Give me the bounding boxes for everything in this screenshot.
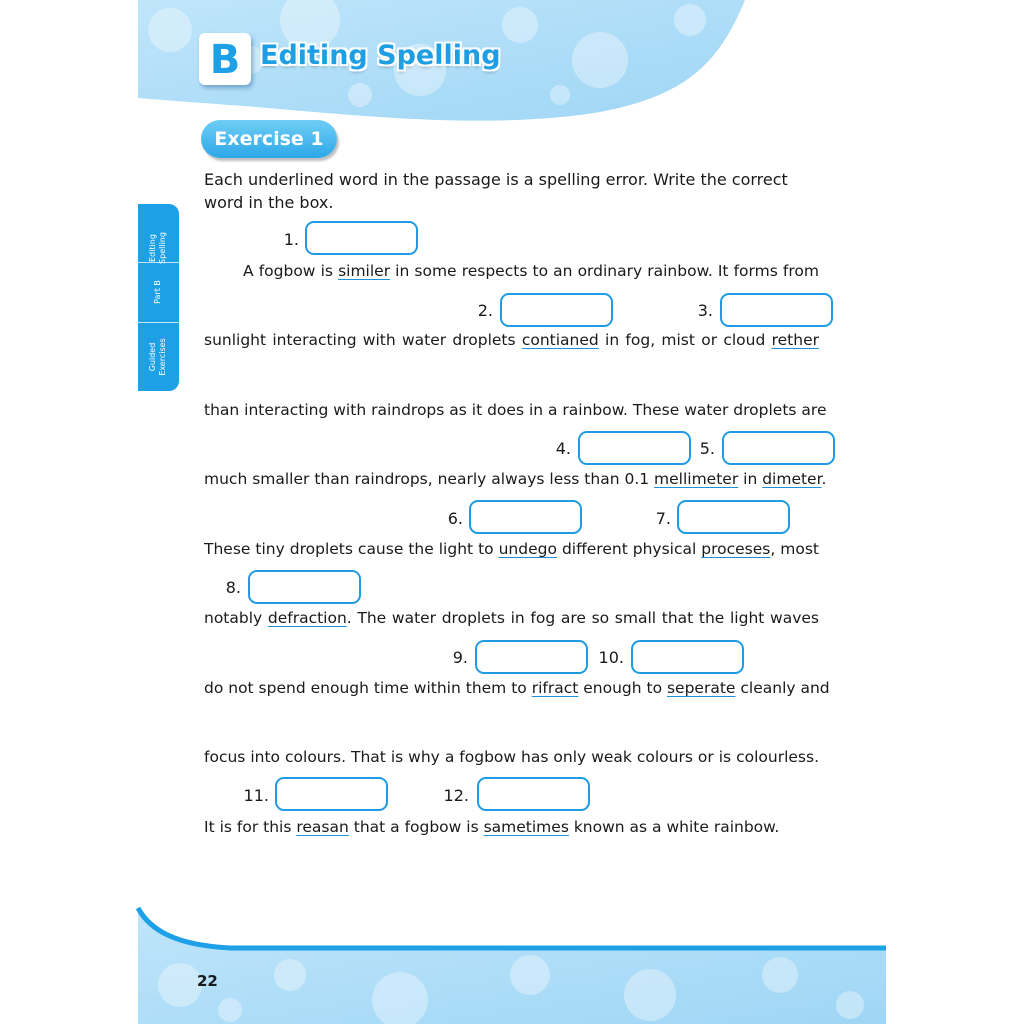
answer-number: 9. (452, 648, 468, 667)
answer-box-1[interactable] (305, 221, 418, 255)
passage-line: do not spend enough time within them to rifract enough to seperate cleanly and (204, 679, 830, 697)
passage-line: These tiny droplets cause the light to undego different physical proceses, most (204, 540, 820, 558)
side-tab-part-b: Part B (153, 280, 162, 304)
page-number: 22 (197, 972, 218, 990)
misspelled-word: seperate (666, 679, 736, 697)
misspelled-word: mellimeter (654, 470, 739, 488)
misspelled-word: undego (498, 540, 557, 558)
misspelled-word: contianed (521, 331, 599, 349)
answer-box-6[interactable] (469, 500, 582, 534)
misspelled-word: rether (771, 331, 819, 349)
answer-box-12[interactable] (477, 777, 590, 811)
side-tab-editing-spelling: Editing Spelling (148, 232, 167, 264)
passage-line: It is for this reasan that a fogbow is sametimes known as a white rainbow. (204, 818, 780, 836)
answer-number: 2. (477, 301, 493, 320)
instructions: Each underlined word in the passage is a spelling error. Write the correct word in the box. (204, 170, 788, 212)
misspelled-word: defraction (267, 609, 347, 627)
answer-number: 5. (699, 439, 715, 458)
misspelled-word: reasan (296, 818, 349, 836)
answer-number: 11. (243, 786, 269, 805)
answer-number: 1. (283, 230, 299, 249)
answer-box-8[interactable] (248, 570, 361, 604)
side-tab-divider (138, 322, 179, 323)
answer-number: 7. (655, 509, 671, 528)
answer-box-11[interactable] (275, 777, 388, 811)
answer-box-7[interactable] (677, 500, 790, 534)
passage-line: A fogbow is similer in some respects to an ordinary rainbow. It forms from (243, 262, 819, 280)
misspelled-word: rifract (531, 679, 579, 697)
passage-line: focus into colours. That is why a fogbow has only weak colours or is colourless. (204, 748, 819, 766)
answer-number: 3. (697, 301, 713, 320)
misspelled-word: proceses (701, 540, 771, 558)
answer-box-10[interactable] (631, 640, 744, 674)
misspelled-word: dimeter (762, 470, 822, 488)
answer-number: 12. (443, 786, 469, 805)
exercise-label: Exercise 1 (201, 120, 337, 158)
misspelled-word: similer (338, 262, 391, 280)
answer-number: 10. (598, 648, 624, 667)
answer-number: 8. (225, 578, 241, 597)
answer-box-2[interactable] (500, 293, 613, 327)
passage-line: than interacting with raindrops as it does in a rainbow. These water droplets are (204, 401, 827, 419)
answer-box-9[interactable] (475, 640, 588, 674)
answer-box-3[interactable] (720, 293, 833, 327)
answer-box-5[interactable] (722, 431, 835, 465)
misspelled-word: sametimes (483, 818, 569, 836)
answer-number: 6. (447, 509, 463, 528)
passage-line: much smaller than raindrops, nearly always less than 0.1 mellimeter in dimeter. (204, 470, 827, 488)
passage-line: sunlight interacting with water droplets contianed in fog, mist or cloud rether (204, 331, 819, 349)
section-letter-badge: B (199, 33, 251, 85)
section-title: Editing Spelling (260, 40, 501, 71)
answer-number: 4. (555, 439, 571, 458)
side-tab-guided-exercises: Guided Exercises (148, 338, 167, 376)
passage-line: notably defraction. The water droplets in fog are so small that the light waves (204, 609, 819, 627)
